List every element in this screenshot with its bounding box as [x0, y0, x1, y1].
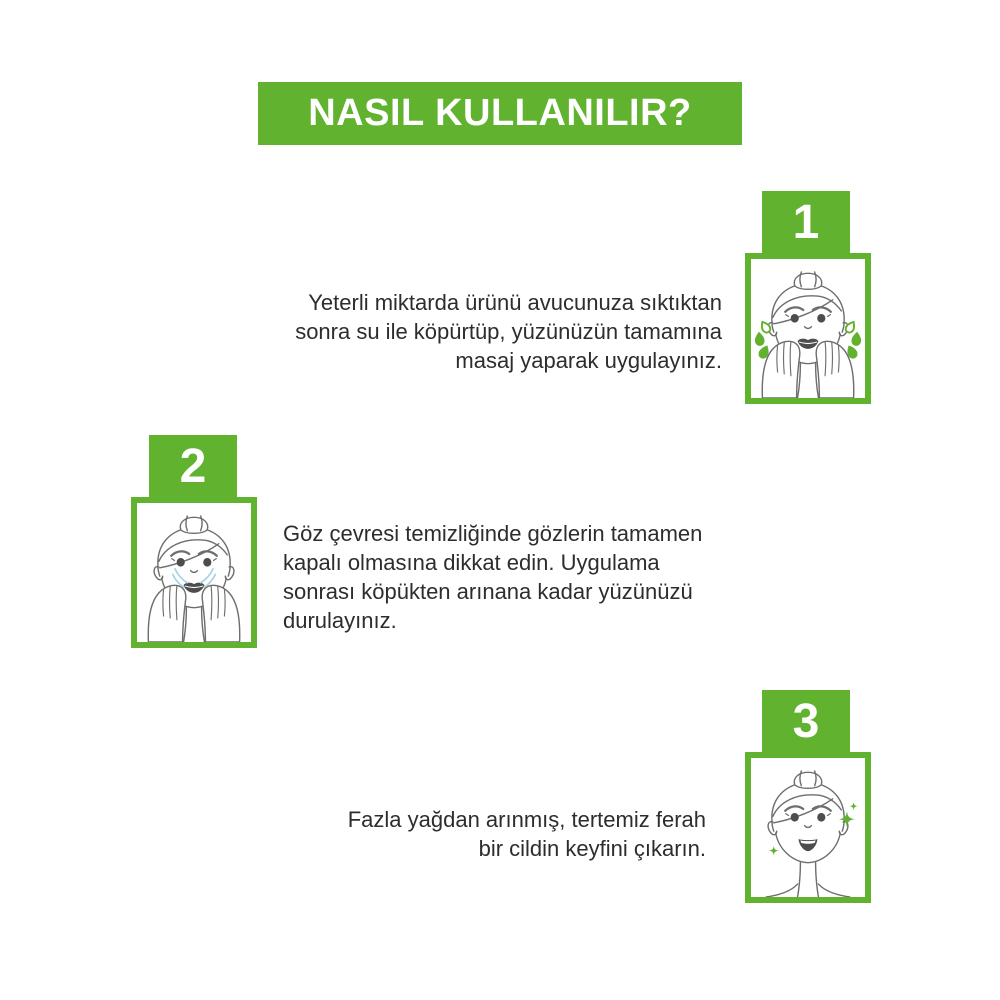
step-1-description — [232, 288, 722, 375]
step-2-description — [283, 519, 783, 635]
step-1-number-badge — [762, 191, 850, 253]
step-description-line: sonra su ile köpürtüp, yüzünüzün tamamına — [295, 319, 722, 344]
step-2-illustration-box — [131, 497, 257, 648]
step-1-number: 1 — [792, 195, 820, 249]
header-banner — [258, 82, 742, 145]
step-3-description — [246, 805, 706, 863]
step-3-illustration-box — [745, 752, 871, 903]
step-description-line: Yeterli miktarda ürünü avucunuza sıktıktan — [308, 290, 722, 315]
step-2-number: 2 — [179, 439, 207, 493]
page-title: NASIL KULLANILIR? — [308, 92, 692, 134]
step-description-line: bir cildin keyfini çıkarın. — [478, 836, 706, 861]
step-description-line: durulayınız. — [283, 608, 397, 633]
step-1-illustration-box — [745, 253, 871, 404]
shoulders-lines — [766, 884, 850, 897]
step-description-line: Fazla yağdan arınmış, tertemiz ferah — [347, 807, 706, 832]
step-description-line: Göz çevresi temizliğinde gözlerin tamamen — [283, 521, 703, 546]
step-3-number-badge — [762, 690, 850, 752]
step-3-number: 3 — [792, 694, 820, 748]
face-rinse-water-illustration — [137, 503, 251, 642]
step-description-line: masaj yaparak uygulayınız. — [455, 348, 722, 373]
step-description-line: kapalı olmasına dikkat edin. Uygulama — [283, 550, 660, 575]
face-massage-foam-illustration — [751, 259, 865, 398]
clean-face-sparkle-illustration — [751, 758, 865, 897]
step-description-line: sonrası köpükten arınana kadar yüzünüzü — [283, 579, 693, 604]
step-2-number-badge — [149, 435, 237, 497]
